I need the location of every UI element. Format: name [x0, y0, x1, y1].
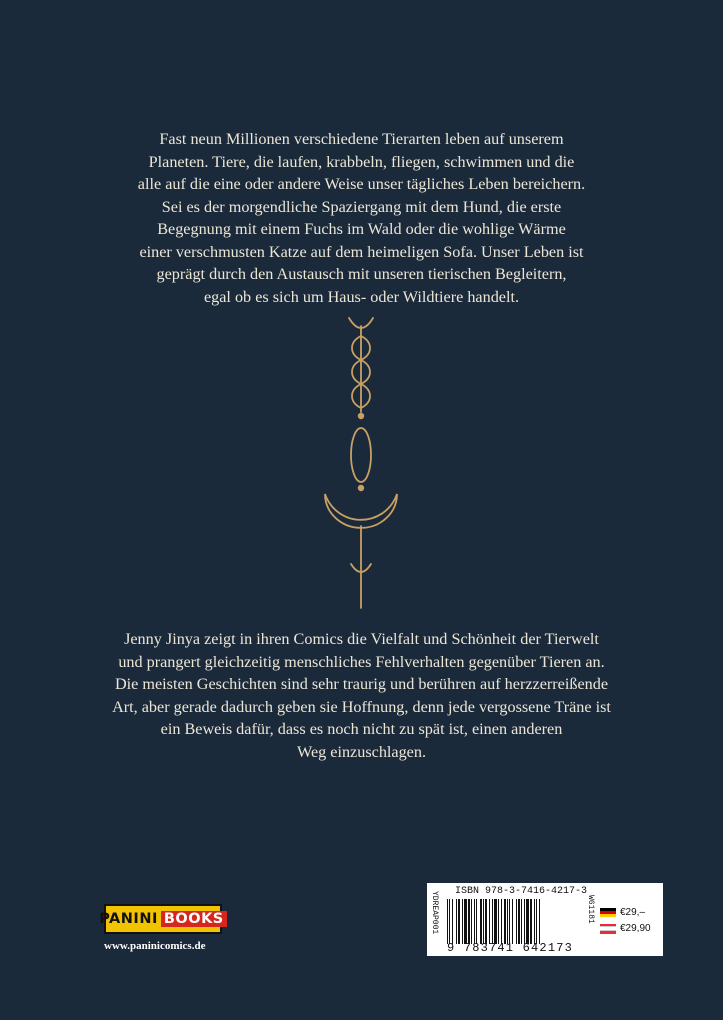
- barcode-bar: [518, 899, 520, 944]
- blurb-line: einer verschmusten Katze auf dem heimeligen Sofa. Unser Leben ist: [139, 242, 584, 261]
- barcode-bar: [512, 899, 513, 944]
- logo-text-books: BOOKS: [161, 911, 227, 927]
- blurb-line: alle auf die eine oder andere Weise unser tägliches Leben bereichern.: [137, 175, 586, 193]
- blurb-line: ein Beweis dafür, dass es noch nicht zu spät ist, einen anderen: [160, 720, 563, 738]
- barcode-bar: [483, 899, 484, 944]
- barcode-bar: [489, 899, 490, 944]
- publisher-block: [99, 904, 224, 952]
- blurb-line: Weg einzuschlagen.: [296, 742, 427, 761]
- blurb-line: Sei es der morgendliche Spaziergang mit dem Hund, die erste: [161, 197, 562, 216]
- article-code: W61181: [586, 895, 595, 924]
- barcode-bar: [516, 899, 517, 944]
- panini-books-logo: [99, 904, 224, 934]
- blurb-bottom: [60, 628, 663, 763]
- blurb-line: geprägt durch den Austausch mit unseren tierischen Begleitern,: [156, 265, 567, 283]
- barcode-bar: [464, 899, 467, 944]
- barcode-bar: [509, 899, 510, 944]
- price-de-value: €29,–: [620, 907, 646, 918]
- barcode-bar: [452, 899, 453, 944]
- blurb-line: Planeten. Tiere, die laufen, krabbeln, fliegen, schwimmen und die: [148, 152, 575, 171]
- barcode-bar: [526, 899, 529, 944]
- barcode-bar: [507, 899, 508, 944]
- barcode-bar: [449, 899, 450, 944]
- blurb-top: [60, 128, 663, 308]
- price-austria: [600, 923, 651, 934]
- barcode-bar: [539, 899, 540, 944]
- barcode-bar: [485, 899, 487, 944]
- blurb-line: egal ob es sich um Haus- oder Wildtiere handelt.: [203, 287, 520, 306]
- barcode-bar: [504, 899, 506, 944]
- barcode-bar: [462, 899, 463, 944]
- barcode-bar: [521, 899, 522, 944]
- barcode-panel: [427, 883, 663, 956]
- barcode-bar: [468, 899, 470, 944]
- blurb-line: Art, aber gerade dadurch geben sie Hoffnung, denn jede vergossene Träne ist: [112, 697, 611, 716]
- blurb-line: Die meisten Geschichten sind sehr traurig und berühren auf herzzerreißende: [114, 675, 609, 693]
- blurb-line: Fast neun Millionen verschiedene Tierarten leben auf unserem: [159, 130, 564, 148]
- isbn-label: ISBN 978-3-7416-4217-3: [455, 886, 588, 897]
- barcode-bar: [524, 899, 525, 944]
- barcode-bar: [536, 899, 537, 944]
- barcode-bar: [447, 899, 448, 944]
- blurb-line: und prangert gleichzeitig menschliches Fehlverhalten gegenüber Tieren an.: [118, 652, 605, 671]
- barcode-bar: [458, 899, 460, 944]
- product-code: YDREAP001: [430, 891, 439, 935]
- barcode-digits: 9 783741 642173: [447, 941, 574, 955]
- blurb-line: Begegnung mit einem Fuchs im Wald oder die wohlige Wärme: [157, 220, 566, 238]
- barcode-bar: [530, 899, 532, 944]
- austrian-flag-icon: [600, 924, 616, 934]
- barcode-bar: [492, 899, 493, 944]
- barcode-bar: [501, 899, 502, 944]
- barcode-bar: [476, 899, 477, 944]
- barcode-bar: [474, 899, 475, 944]
- barcode-bar: [494, 899, 497, 944]
- blurb-line: Jenny Jinya zeigt in ihren Comics die Vielfalt und Schönheit der Tierwelt: [124, 630, 599, 648]
- price-at-value: €29,90: [620, 923, 651, 934]
- barcode-bar: [471, 899, 472, 944]
- barcode-bar: [480, 899, 482, 944]
- barcode-bar: [498, 899, 499, 944]
- barcode-icon: [445, 899, 585, 944]
- logo-text-panini: PANINI: [99, 911, 158, 927]
- price-germany: [600, 907, 645, 918]
- moon-ornament-icon: [311, 312, 411, 612]
- barcode-bar: [456, 899, 457, 944]
- publisher-url[interactable]: www.paninicomics.de: [104, 940, 206, 952]
- barcode-bar: [534, 899, 535, 944]
- german-flag-icon: [600, 908, 616, 918]
